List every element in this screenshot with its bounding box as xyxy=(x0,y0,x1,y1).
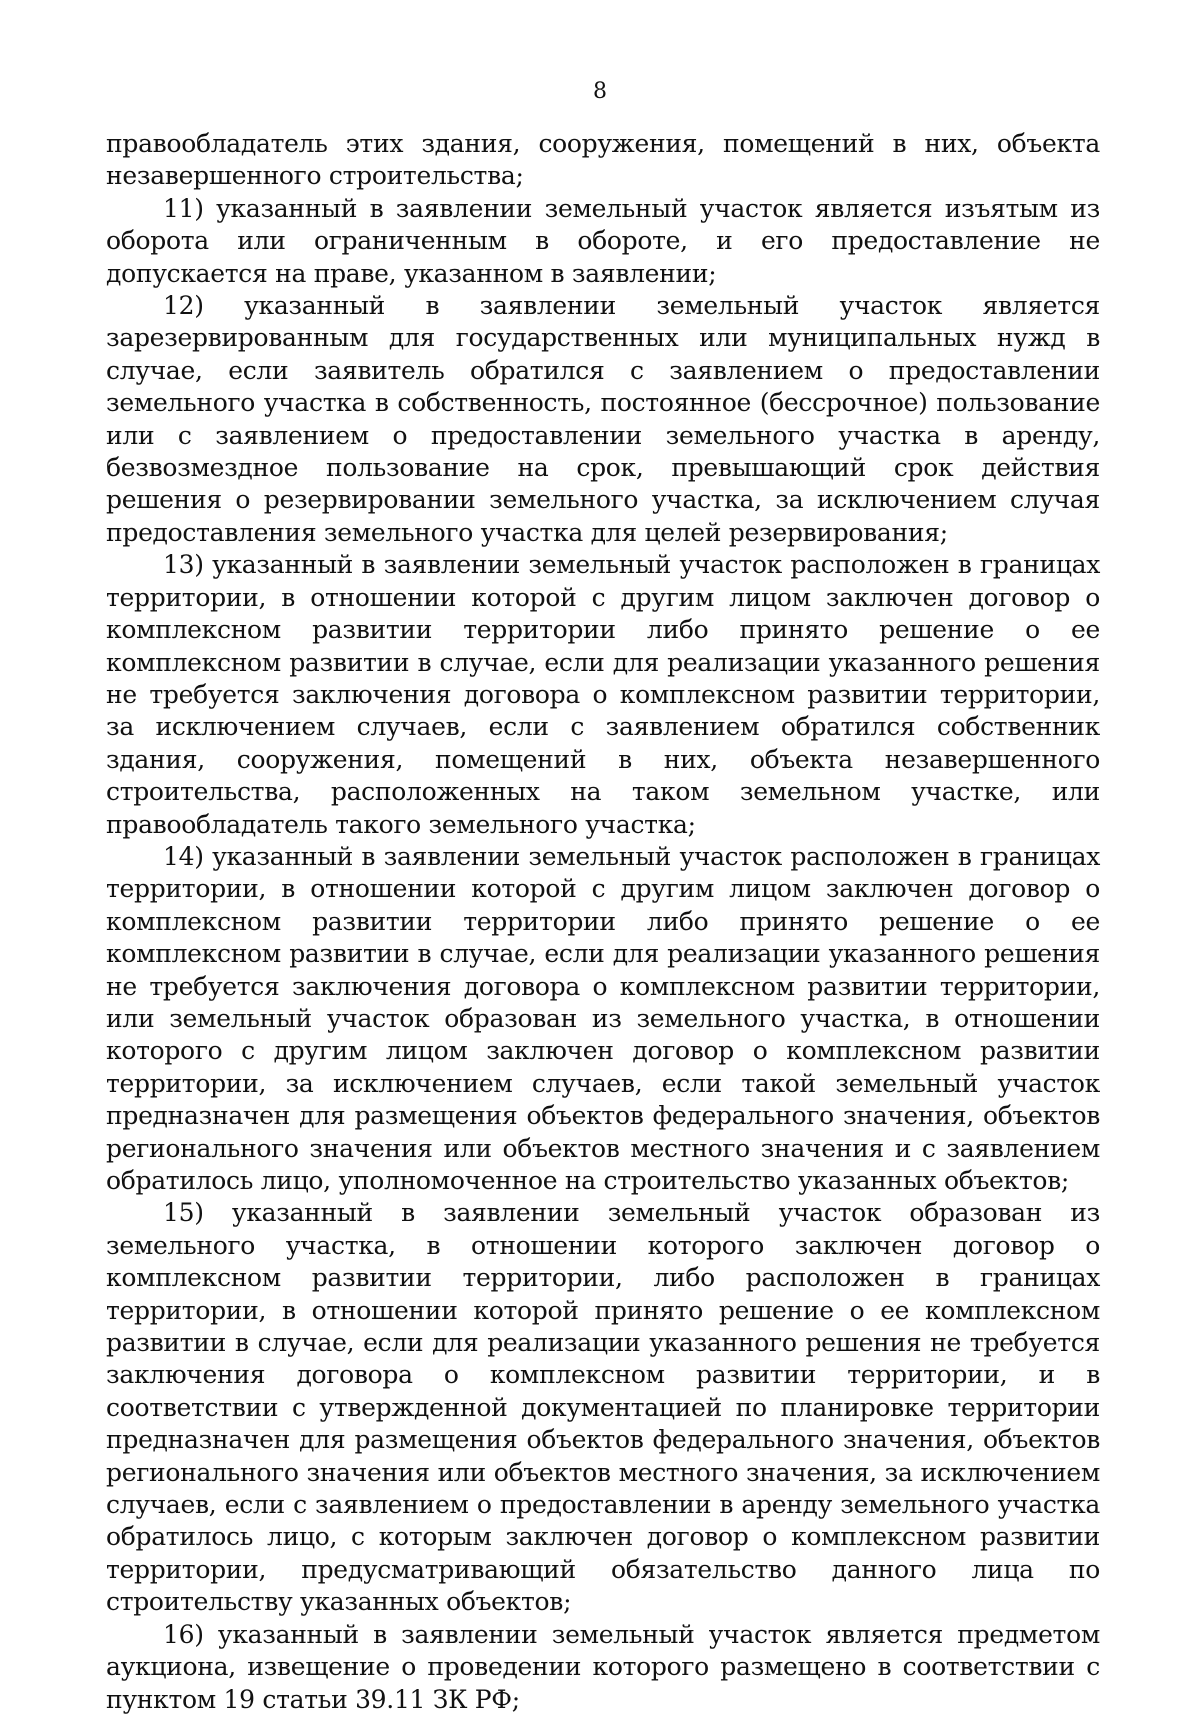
paragraph-item-11: 11) указанный в заявлении земельный участок является изъятым из оборота или ограниченным в обороте, и его предоставление не допускается на праве, указанном в заявлении; xyxy=(106,193,1100,288)
paragraph-item-15: 15) указанный в заявлении земельный участок образован из земельного участка, в отношении которого заключен договор о комплексном развитии территории, либо расположен в границах территории, в отношении которой принято решение о ее комплексном развитии в случае, если для реализации указанного решения не требуется заключения договора о комплексном развитии территории, и в соответствии с утвержденной документацией по планировке территории предназначен для размещения объектов федерального значения, объектов регионального значения или объектов местного значения, за исключением случаев, если с заявлением о предоставлении в аренду земельного участка обратилось лицо, с которым заключен договор о комплексном развитии территории, предусматривающий обязательство данного лица по строительству указанных объектов; xyxy=(106,1198,1100,1617)
paragraph-continuation: правообладатель этих здания, сооружения, помещений в них, объекта незавершенного строительства; xyxy=(106,129,1100,191)
paragraph-item-16: 16) указанный в заявлении земельный участок является предметом аукциона, извещение о проведении которого размещено в соответствии с пунктом 19 статьи 39.11 ЗК РФ; xyxy=(106,1619,1100,1714)
paragraph-item-14: 14) указанный в заявлении земельный участок расположен в границах территории, в отношении которой с другим лицом заключен договор о комплексном развитии территории либо принято решение о ее комплексном развитии в случае, если для реализации указанного решения не требуется заключения договора о комплексном развитии территории, или земельный участок образован из земельного участка, в отношении которого с другим лицом заключен договор о комплексном развитии территории, за исключением случаев, если такой земельный участок предназначен для размещения объектов федерального значения, объектов регионального значения или объектов местного значения и с заявлением обратилось лицо, уполномоченное на строительство указанных объектов; xyxy=(106,841,1100,1195)
document-body xyxy=(106,128,1100,1716)
page-number: 8 xyxy=(593,79,607,104)
paragraph-item-12: 12) указанный в заявлении земельный участок является зарезервированным для государственных или муниципальных нужд в случае, если заявитель обратился с заявлением о предоставлении земельного участка в собственность, постоянное (бессрочное) пользование или с заявлением о предоставлении земельного участка в аренду, безвозмездное пользование на срок, превышающий срок действия решения о резервировании земельного участка, за исключением случая предоставления земельного участка для целей резервирования; xyxy=(106,291,1100,547)
paragraph-item-13: 13) указанный в заявлении земельный участок расположен в границах территории, в отношении которой с другим лицом заключен договор о комплексном развитии территории либо принято решение о ее комплексном развитии в случае, если для реализации указанного решения не требуется заключения договора о комплексном развитии территории, за исключением случаев, если с заявлением обратился собственник здания, сооружения, помещений в них, объекта незавершенного строительства, расположенных на таком земельном участке, или правообладатель такого земельного участка; xyxy=(106,550,1100,839)
